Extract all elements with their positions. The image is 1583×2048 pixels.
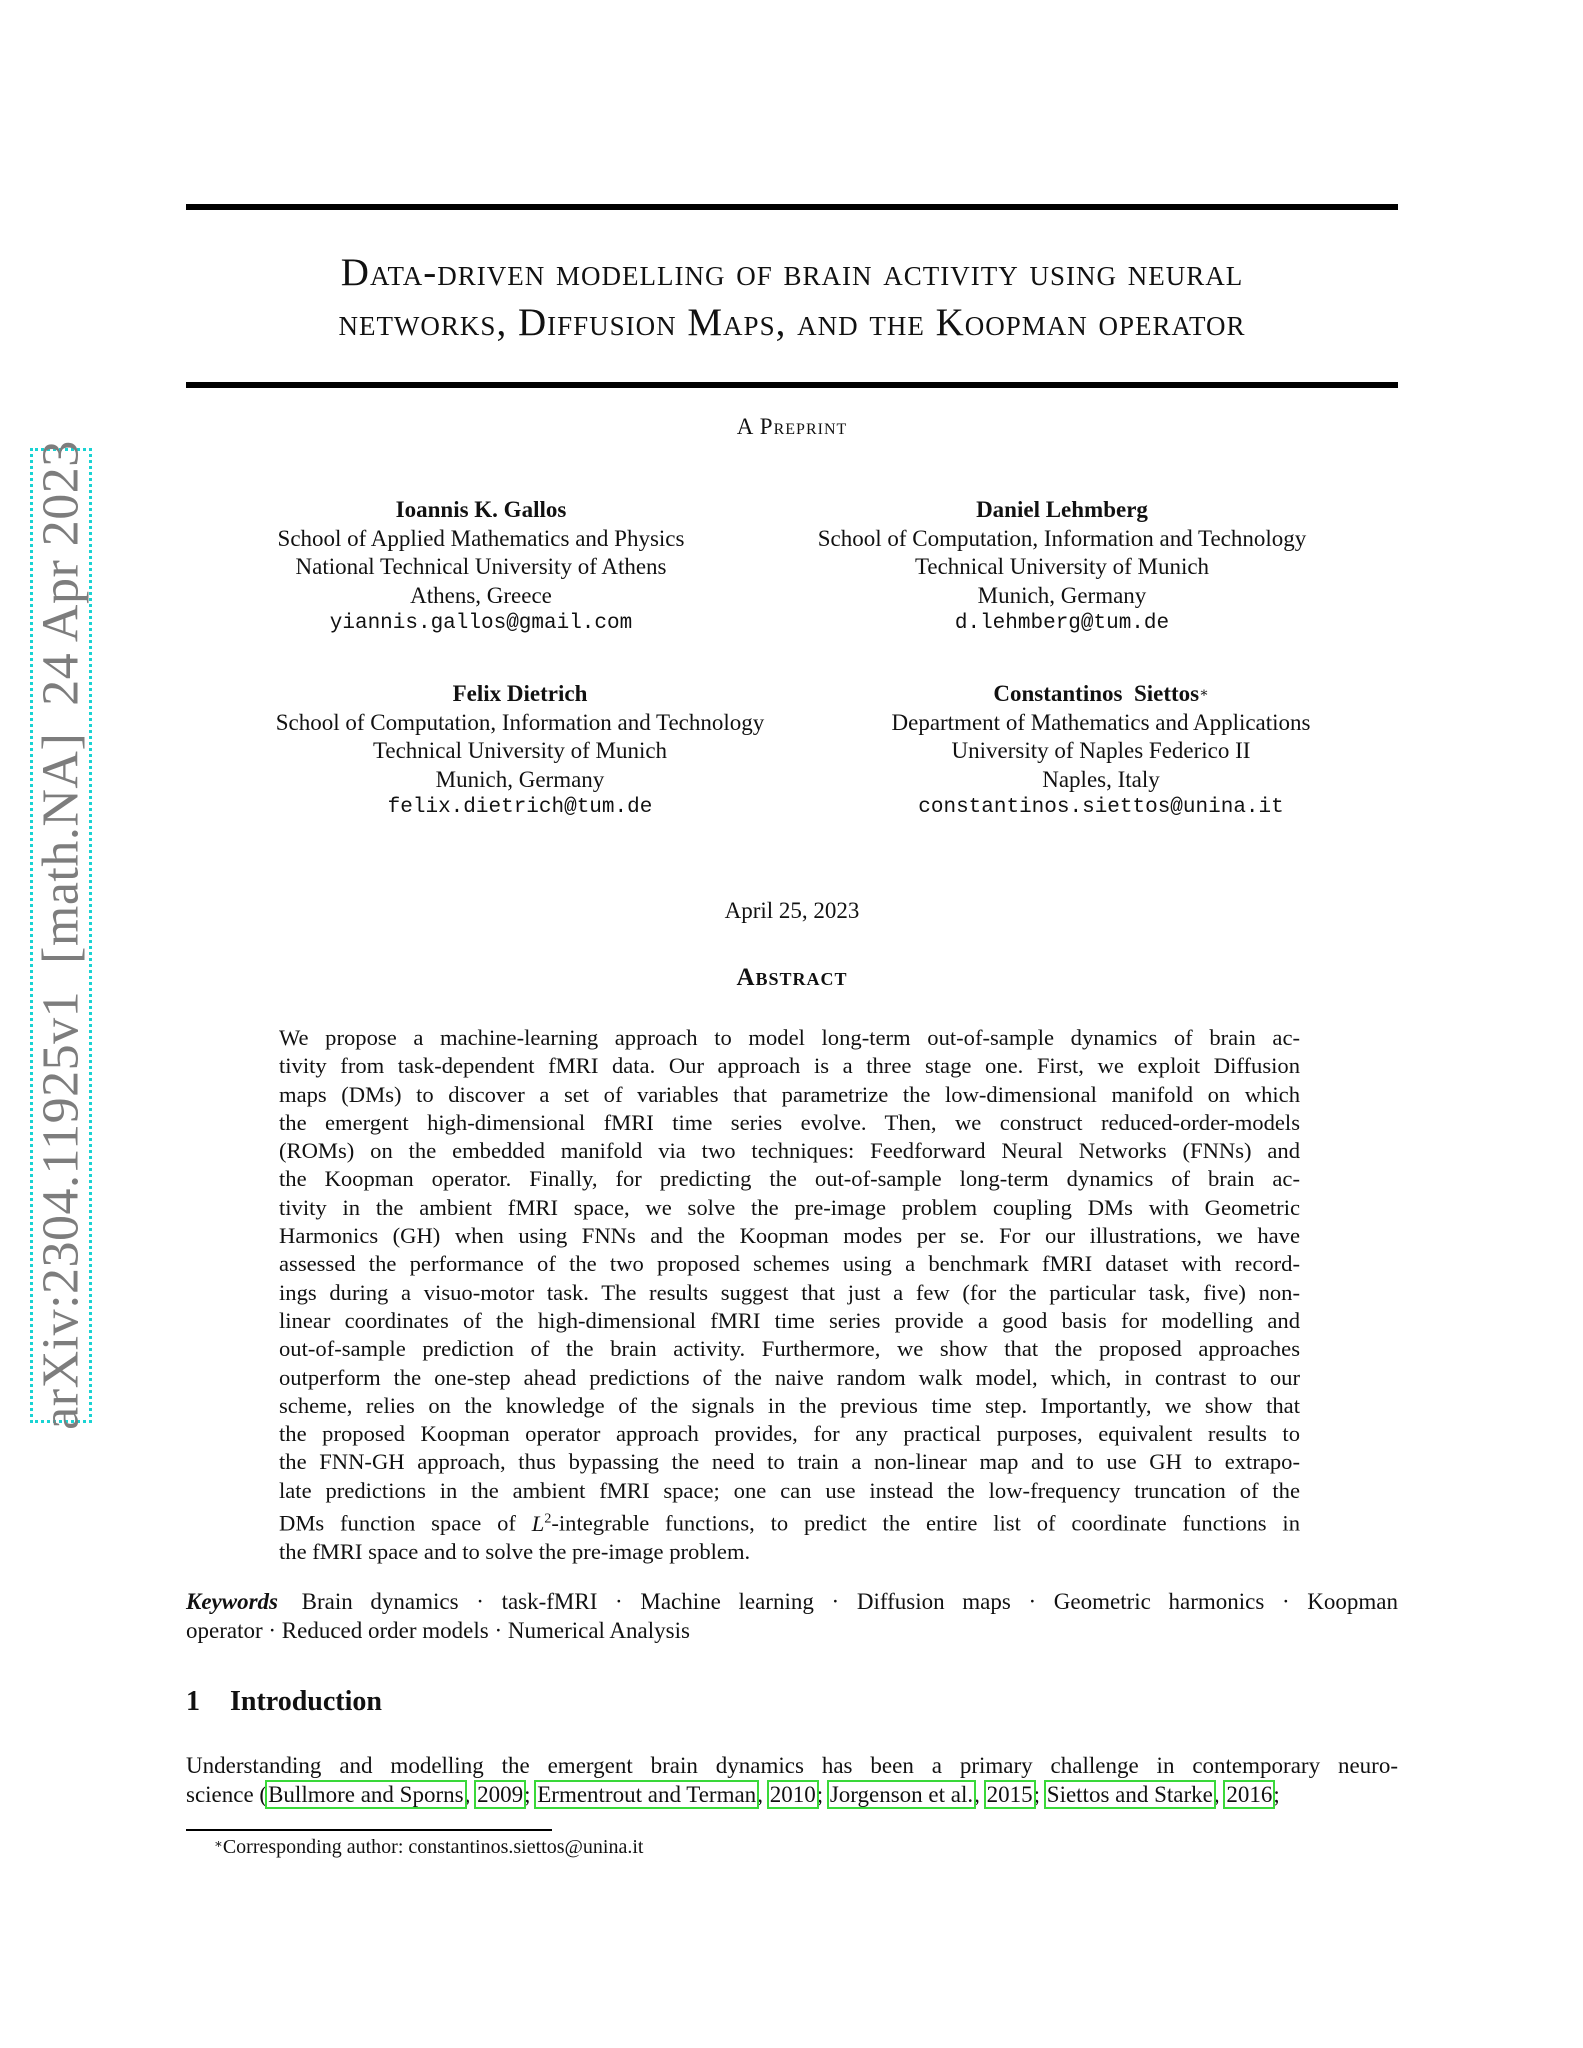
- author-affiliation: Athens, Greece: [410, 582, 552, 608]
- author-email: d.lehmberg@tum.de: [954, 612, 1170, 635]
- abstract-line: the Koopman operator. Finally, for predicting the out-of-sample long-term dynamics of brain ac-: [279, 1166, 1300, 1192]
- citation-year-link[interactable]: 2016: [1226, 1781, 1273, 1807]
- author-block: [220, 680, 820, 823]
- paper-title: [186, 248, 1398, 348]
- keywords-line: [186, 1588, 1398, 1617]
- title-rule-top: [186, 204, 1398, 210]
- abstract-line: outperform the one-step ahead predictions of the naive random walk model, which, in contrast to our: [279, 1364, 1300, 1390]
- author-affiliation: Technical University of Munich: [372, 738, 668, 763]
- author-name-text: Constantinos Siettos: [993, 681, 1200, 706]
- citation-year-link[interactable]: 2015: [986, 1781, 1033, 1807]
- author-affiliation: Technical University of Munich: [914, 554, 1210, 579]
- footnote-marker: ∗: [214, 1836, 223, 1851]
- author-block: [801, 680, 1401, 823]
- abstract-line: the FNN-GH approach, thus bypassing the need to train a non-linear map and to use GH to extrapo-: [279, 1449, 1300, 1475]
- author-name: [801, 680, 1401, 709]
- section-number: 1: [186, 1686, 200, 1717]
- abstract-line: scheme, relies on the knowledge of the signals in the previous time step. Importantly, we show that: [279, 1392, 1300, 1418]
- author-name: Felix Dietrich: [452, 681, 588, 706]
- intro-paragraph: [186, 1752, 1398, 1809]
- abstract-line: late predictions in the ambient fMRI space; one can use instead the low-frequency truncation of the: [279, 1477, 1300, 1503]
- abstract-line-math: [279, 1505, 1300, 1538]
- keywords-label: Keywords: [186, 1589, 278, 1614]
- abstract-line: maps (DMs) to discover a set of variables that parametrize the low-dimensional manifold on which: [279, 1081, 1300, 1107]
- author-email: felix.dietrich@tum.de: [387, 796, 653, 819]
- abstract-line: the emergent high-dimensional fMRI time series evolve. Then, we construct reduced-order-models: [279, 1109, 1300, 1135]
- keywords-line: operator · Reduced order models · Numerical Analysis: [186, 1617, 690, 1643]
- abstract-line: the proposed Koopman operator approach provides, for any practical purposes, equivalent results to: [279, 1421, 1300, 1447]
- intro-text: science (: [186, 1781, 268, 1807]
- title-line-1: Data-driven modelling of brain activity using neural: [340, 251, 1244, 294]
- citation-link[interactable]: Bullmore and Sporns: [268, 1781, 464, 1807]
- keywords: [186, 1588, 1398, 1645]
- footnote-marker[interactable]: ∗: [1199, 686, 1209, 701]
- author-affiliation: School of Computation, Information and Technology: [275, 709, 765, 735]
- math-symbol: [532, 1511, 552, 1536]
- abstract-text: DMs function space of: [279, 1510, 532, 1536]
- author-name: Ioannis K. Gallos: [395, 497, 567, 522]
- preprint-label: A Preprint: [736, 414, 848, 439]
- intro-line-citations: science (Bullmore and Sporns, 2009; Ermentrout and Terman, 2010; Jorgenson et al., 2015; Siettos and Starke, 2016;: [186, 1781, 1280, 1807]
- paper-date: April 25, 2023: [724, 898, 860, 923]
- abstract-line: out-of-sample prediction of the brain activity. Furthermore, we show that the proposed approaches: [279, 1336, 1300, 1362]
- title-line-2: networks, Diffusion Maps, and the Koopman operator: [338, 301, 1246, 344]
- author-affiliation: School of Computation, Information and Technology: [817, 525, 1307, 551]
- abstract-line: assessed the performance of the two proposed schemes using a benchmark fMRI dataset with record-: [279, 1251, 1300, 1277]
- footnote: [214, 1836, 643, 1859]
- section-heading: [186, 1686, 382, 1718]
- abstract-body: [279, 1024, 1300, 1566]
- abstract-text: -integrable functions, to predict the entire list of coordinate functions in: [551, 1510, 1300, 1536]
- author-affiliation: University of Naples Federico II: [951, 738, 1251, 763]
- author-affiliation: School of Applied Mathematics and Physics: [277, 525, 685, 551]
- abstract-line: We propose a machine-learning approach to model long-term out-of-sample dynamics of brain ac-: [279, 1025, 1300, 1050]
- math-symbol-letter: L: [531, 1510, 545, 1536]
- intro-line: Understanding and modelling the emergent brain dynamics has been a primary challenge in contemporary neuro-: [186, 1753, 1398, 1778]
- abstract-line: Harmonics (GH) when using FNNs and the Koopman modes per se. For our illustrations, we have: [279, 1223, 1300, 1249]
- footnote-text: Corresponding author: constantinos.siettos@unina.it: [222, 1836, 644, 1858]
- abstract-line: (ROMs) on the embedded manifold via two techniques: Feedforward Neural Networks (FNNs) and: [279, 1138, 1300, 1164]
- abstract-line: linear coordinates of the high-dimensional fMRI time series provide a good basis for modelling and: [279, 1307, 1300, 1333]
- citation-year-link[interactable]: 2010: [769, 1781, 816, 1807]
- citation-link[interactable]: Siettos and Starke: [1046, 1781, 1213, 1807]
- math-superscript: 2: [544, 1511, 552, 1527]
- author-block: [181, 496, 781, 639]
- title-rule-bottom: [186, 382, 1398, 388]
- author-affiliation: Department of Mathematics and Applications: [891, 709, 1311, 735]
- author-block: [762, 496, 1362, 639]
- abstract-line: tivity from task-dependent fMRI data. Our approach is a three stage one. First, we exploit Diffusion: [279, 1053, 1300, 1079]
- keywords-text: Brain dynamics · task-fMRI · Machine learning · Diffusion maps · Geometric harmonics · Koopman: [301, 1589, 1399, 1614]
- author-affiliation: Munich, Germany: [435, 766, 605, 792]
- abstract-heading: Abstract: [736, 964, 848, 991]
- author-email: yiannis.gallos@gmail.com: [329, 612, 633, 635]
- author-affiliation: Naples, Italy: [1042, 766, 1160, 792]
- author-affiliation: Munich, Germany: [977, 582, 1147, 608]
- author-name: Daniel Lehmberg: [976, 497, 1148, 522]
- author-email: constantinos.siettos@unina.it: [918, 796, 1284, 819]
- footnote-rule: [186, 1829, 552, 1831]
- abstract-line: ings during a visuo-motor task. The results suggest that just a few (for the particular task, five) non-: [279, 1279, 1300, 1305]
- citation-link[interactable]: Jorgenson et al.: [829, 1781, 974, 1807]
- author-affiliation: National Technical University of Athens: [295, 554, 667, 579]
- citation-year-link[interactable]: 2009: [477, 1781, 524, 1807]
- citation-link[interactable]: Ermentrout and Terman: [537, 1781, 757, 1807]
- arxiv-stamp[interactable]: arXiv:2304.11925v1 [math.NA] 24 Apr 2023: [32, 440, 90, 1430]
- abstract-line: tivity in the ambient fMRI space, we solve the pre-image problem coupling DMs with Geometric: [279, 1194, 1300, 1220]
- section-title: Introduction: [230, 1686, 382, 1717]
- abstract-line: the fMRI space and to solve the pre-image problem.: [279, 1538, 751, 1564]
